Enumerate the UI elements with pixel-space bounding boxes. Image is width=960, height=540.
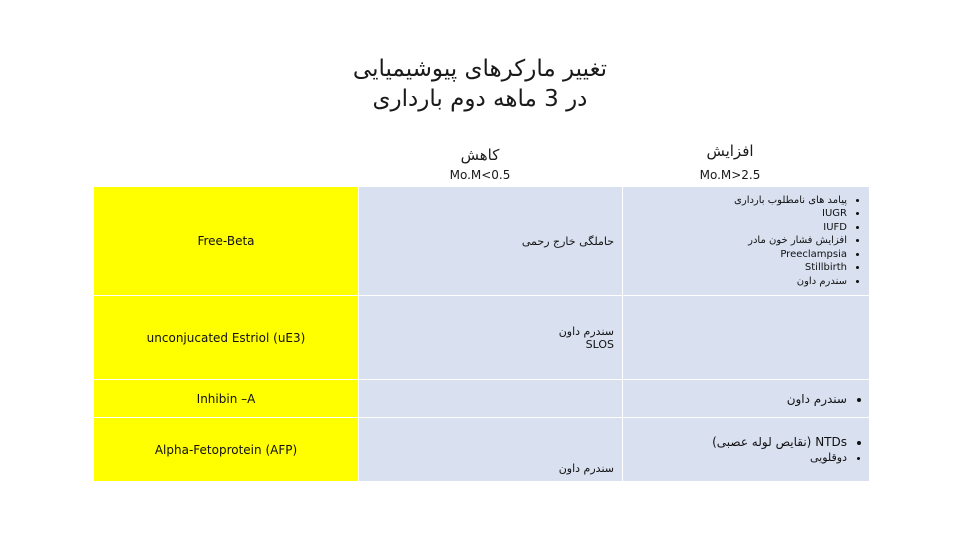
decrease-item: سندرم داون [558,462,614,475]
marker-label: unconjucated Estriol (uE3) [146,330,306,345]
marker-table [94,187,870,482]
increase-header: افزایش [706,142,754,160]
list-item: • Stillbirth [623,261,847,275]
list-item: • پیامد های نامطلوب بارداری [623,194,847,208]
marker-label: Alpha-Fetoprotein (AFP) [154,442,298,457]
list-item: • Preeclampsia [623,248,847,262]
list-item: • افزایش فشار خون مادر [623,234,847,248]
increase-list [623,194,861,289]
decrease-header: کاهش [460,146,500,164]
decrease-item: سندرم داون [558,324,614,338]
slide-title-line2: در 3 ماهه دوم بارداری [372,86,588,112]
table-row [94,187,870,296]
decrease-cell [359,187,623,296]
increase-cell [623,187,870,296]
increase-cell [623,380,870,418]
list-item: • سندرم داون [623,391,847,407]
decrease-item: حاملگی خارج رحمی [521,234,614,248]
decrease-item: SLOS [585,337,614,351]
list-item: • IUGR [623,207,847,221]
list-item: • NTDs (نقایص لوله عصبی) [623,434,847,450]
decrease-cell [359,418,623,482]
list-item: • IUFD [623,221,847,235]
marker-cell [94,296,359,380]
marker-cell [94,380,359,418]
list-item: • سندرم داون [623,275,847,289]
marker-cell [94,187,359,296]
decrease-cell [359,380,623,418]
table-row [94,418,870,482]
marker-label: Free-Beta [197,234,255,248]
table-row [94,380,870,418]
increase-cell [623,296,870,380]
decrease-cell [359,296,623,380]
list-item: • دوقلویی [623,450,847,466]
table-row [94,296,870,380]
increase-subheader: Mo.M>2.5 [699,168,761,182]
marker-cell [94,418,359,482]
increase-cell [623,418,870,482]
slide-title-line1: تغییر مارکرهای پیوشیمیایی [352,56,608,82]
increase-list [623,434,861,466]
increase-list [623,391,861,407]
marker-label: Inhibin –A [196,391,256,406]
decrease-subheader: Mo.M<0.5 [449,168,511,182]
